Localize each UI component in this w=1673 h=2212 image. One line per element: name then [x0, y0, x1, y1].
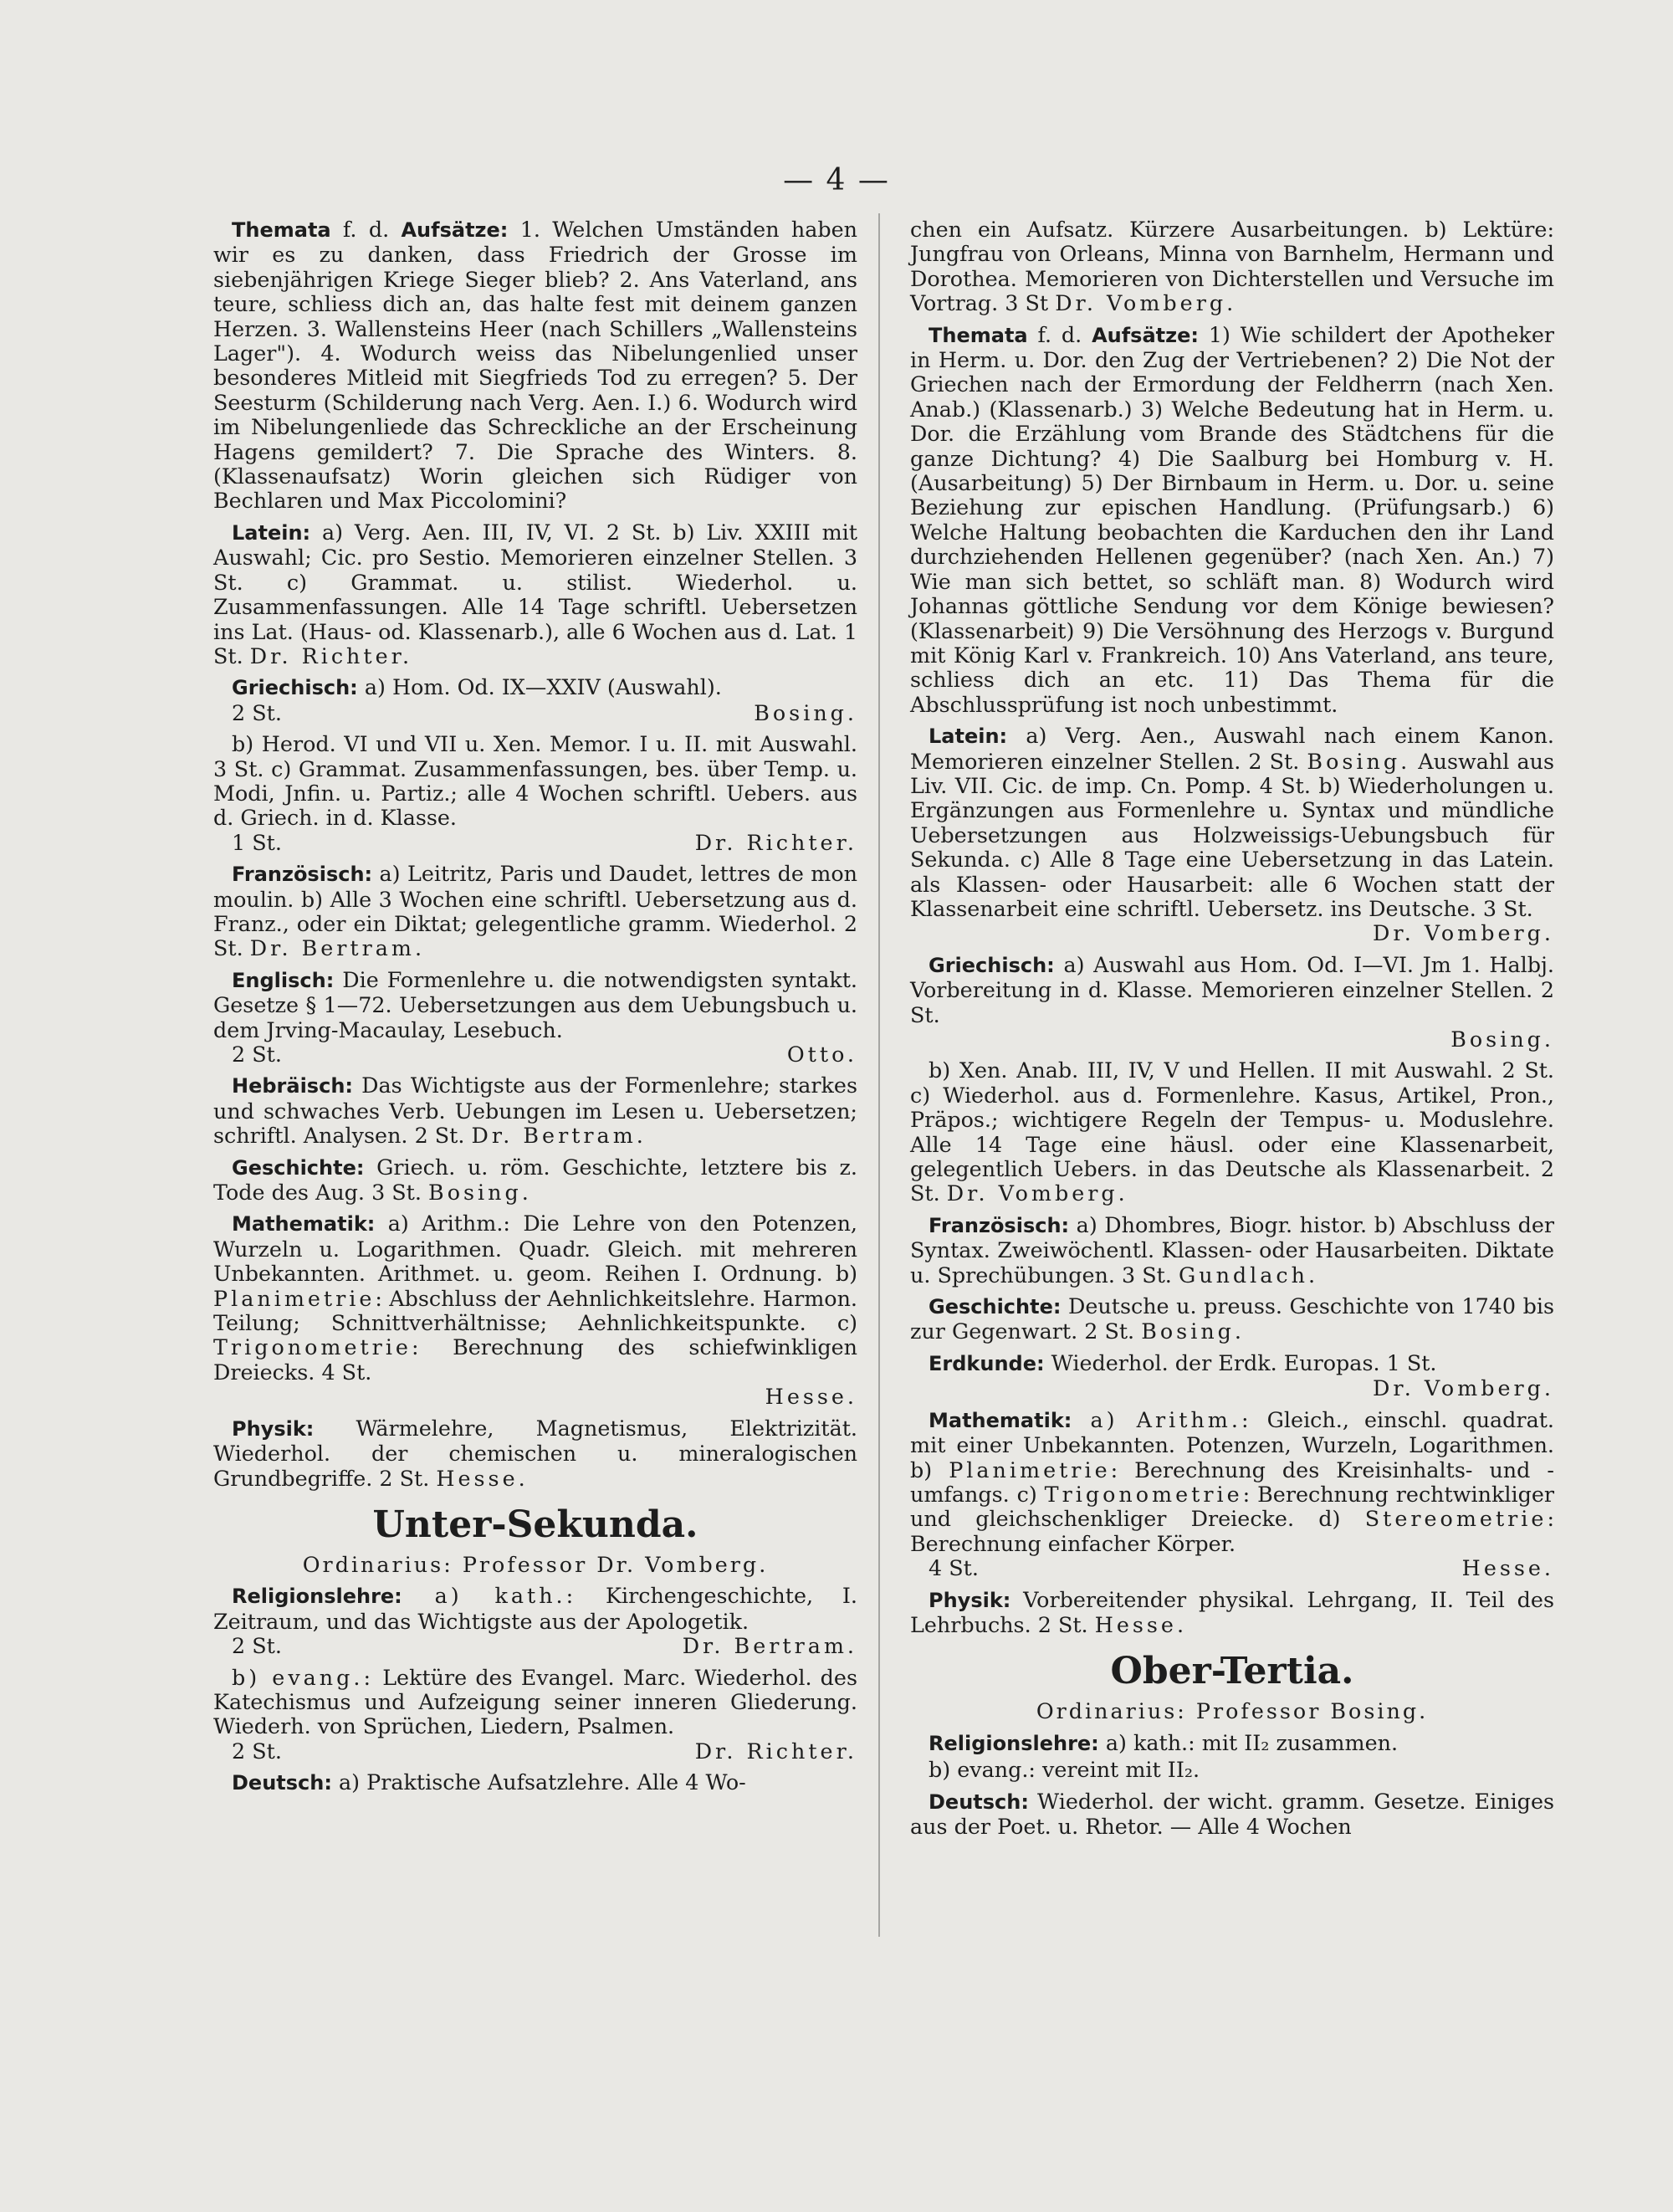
griechisch-text-a: a) Hom. Od. IX—XXIV (Auswahl). — [357, 674, 722, 700]
deutsch-text: a) Praktische Aufsatzlehre. Alle 4 Wo- — [331, 1769, 746, 1795]
subject-label: Mathematik: — [232, 1212, 376, 1237]
mathematik-text-3: : Berechnung rechtwinkliger und gleichschenkliger Dreiecke. d) — [910, 1481, 1554, 1532]
subject-label: Französisch: — [232, 863, 373, 887]
subject-label: Religionslehre: — [232, 1585, 402, 1609]
physik-paragraph — [213, 1416, 857, 1491]
englisch-text: Die Formenlehre u. die notwendigsten syntakt. Gesetze § 1—72. Uebersetzungen aus dem Uebungsbuch u. dem Jrving-Macaulay, Lesebuch. — [213, 966, 857, 1042]
subject-label: Deutsch: — [929, 1790, 1029, 1814]
religion-paragraph — [910, 1731, 1554, 1756]
page-number: — 4 — — [783, 163, 890, 197]
teacher-name: Gundlach. — [1178, 1262, 1319, 1288]
mathematik-text-2: : Abschluss der Aehnlichkeitslehre. Harmon. Teilung; Schnittverhältnisse; Aehnlichkeitspunkte. c) — [213, 1285, 857, 1336]
griechisch-signature-a — [213, 701, 857, 725]
continuation-text: chen ein Aufsatz. Kürzere Ausarbeitungen. b) Lektüre: Jungfrau von Orleans, Minna von Barnhelm, Hermann und Dorothea. Memorieren von Dichterstellen und Versuche im Vortrag. 3 St — [910, 217, 1554, 316]
subject-label: Mathematik: — [929, 1408, 1072, 1432]
teacher-name: Dr. Bertram. — [682, 1633, 857, 1659]
hebraeisch-text: Das Wichtigste aus der Formenlehre; starkes und schwaches Verb. Uebungen im Lesen u. Uebersetzen; schriftl. Analysen. 2 St. — [213, 1073, 857, 1149]
latein-signature — [910, 921, 1554, 945]
religion-text-b: Lektüre des Evangel. Marc. Wiederhol. des Katechismus und Aufzeigung seiner inneren Gliederung. Wiederh. von Sprüchen, Liedern, Psalmen. — [213, 1664, 857, 1739]
franzoesisch-paragraph — [910, 1213, 1554, 1288]
subject-label: Geschichte: — [232, 1155, 365, 1180]
religion-signature-b — [213, 1739, 857, 1764]
physik-paragraph — [910, 1588, 1554, 1638]
subject-label: Hebräisch: — [232, 1074, 353, 1098]
teacher-name: Hesse. — [765, 1384, 857, 1410]
deutsch-paragraph — [910, 1790, 1554, 1840]
latein-paragraph — [213, 520, 857, 668]
subject-label: Themata — [232, 218, 331, 242]
column-divider — [878, 213, 880, 1937]
erdkunde-signature — [910, 1376, 1554, 1400]
left-column — [213, 218, 857, 1803]
themata-text: 1. Welchen Umständen haben wir es zu danken, dass Friedrich der Grosse im siebenjährigen Kriege Sieger blieb? 2. Ans Vaterland, ans teure, schliess dich an, das halte fest mit deinem ganzen Herzen. 3. Wallensteins Heer (nach Schillers „Wallensteins Lager"). 4. Wodurch weiss das Nibelungenlied unser besonderes Mitleid mit Siegfrieds Tod zu erregen? 5. Der Seesturm (Schilderung nach Verg. Aen. I.) 6. Wodurch wird im Nibelungenliede das Schreckliche an der Erscheinung Hagens gemildert? 7. Die Sprache des Winters. 8. (Klassenaufsatz) Worin gleichen sich Rüdiger von Bechlaren und Max Piccolomini? — [213, 217, 857, 514]
hours: 2 St. — [232, 1042, 282, 1067]
erdkunde-text: Wiederhol. der Erdk. Europas. 1 St. — [1044, 1349, 1437, 1375]
griechisch-text: a) Auswahl aus Hom. Od. I—VI. Jm 1. Halbj. Vorbereitung in d. Klasse. Memorieren einzelner Stellen. 2 St. — [910, 951, 1554, 1027]
trigonometrie-label: Trigonometrie — [1044, 1481, 1243, 1507]
teacher-name: Hesse. — [1461, 1555, 1554, 1581]
hours: 1 St. — [232, 829, 282, 855]
religion-paragraph — [213, 1584, 857, 1634]
teacher-name: Dr. Richter. — [694, 1738, 857, 1764]
themata-paragraph — [213, 218, 857, 514]
subject-label: Erdkunde: — [929, 1351, 1045, 1375]
hours: 4 St. — [929, 1555, 979, 1581]
subject-label: Aufsätze: — [401, 218, 509, 242]
franzoesisch-text: a) Leitritz, Paris und Daudet, lettres de mon moulin. b) Alle 3 Wochen eine schriftl. Uebersetzung aus d. Franz., oder ein Diktat; gelegentliche gramm. Wiederhol. 2 St. — [213, 861, 857, 961]
mathematik-text-3: : Berechnung des schiefwinkligen Dreiecks. 4 St. — [213, 1334, 857, 1385]
teacher-name: Bosing. — [428, 1180, 532, 1206]
subject-label: Religionslehre: — [929, 1731, 1099, 1755]
latein-paragraph — [910, 724, 1554, 921]
englisch-signature — [213, 1042, 857, 1067]
themata-mid: f. d. — [1027, 321, 1092, 347]
subject-label: Physik: — [232, 1416, 315, 1441]
subject-label: Latein: — [232, 520, 311, 545]
teacher-name: Bosing. — [1141, 1318, 1245, 1344]
hours: 2 St. — [232, 1738, 282, 1764]
subject-label: Themata — [929, 323, 1028, 347]
latein-text-b: Auswahl aus Liv. VII. Cic. de imp. Cn. Pomp. 4 St. b) Wiederholungen u. Ergänzungen aus Formenlehre u. Syntax und mündliche Uebersetzungen aus Holzweissigs-Uebungsbuch für Sekunda. c) Alle 8 Tage eine Uebersetzung in das Latein. als Klassen- oder Hausarbeit: alle 6 Wochen statt der Klassenarbeit eine schriftl. Uebersetz. ins Deutsche. 3 St. — [910, 748, 1555, 921]
geschichte-text: Deutsche u. preuss. Geschichte von 1740 bis zur Gegenwart. 2 St. — [910, 1293, 1554, 1344]
hours: 2 St. — [232, 1633, 282, 1659]
griechisch-text-b: b) Xen. Anab. III, IV, V und Hellen. II mit Auswahl. 2 St. c) Wiederhol. aus d. Formenlehre. Kasus, Artikel, Pron., Präpos.; wichtigere Regeln der Tempus- u. Moduslehre. Alle 14 Tage eine häusl. oder eine Klassenarbeit, gelegentlich Uebers. in das Deutsche als Klassenarbeit. 2 St. — [910, 1057, 1554, 1206]
griechisch-paragraph — [910, 953, 1554, 1027]
teacher-name: Dr. Vomberg. — [946, 1180, 1128, 1206]
religion-text-a: Kirchengeschichte, I. Zeitraum, und das Wichtigste aus der Apologetik. — [213, 1583, 857, 1634]
themata-paragraph — [910, 323, 1554, 718]
mathematik-text-1: Gleich., einschl. quadrat. mit einer Unbekannten. Potenzen, Wurzeln, Logarithmen. b) — [910, 1406, 1554, 1482]
geschichte-paragraph — [910, 1294, 1554, 1344]
religion-paragraph-b — [213, 1666, 857, 1739]
teacher-name: Dr. Bertram. — [471, 1123, 647, 1149]
teacher-name: Dr. Bertram. — [249, 935, 426, 961]
deutsch-paragraph — [213, 1770, 857, 1795]
religion-text-b: b) evang.: vereint mit II₂. — [929, 1757, 1200, 1783]
teacher-name: Dr. Vomberg. — [1055, 290, 1237, 316]
section-title: Unter-Sekunda. — [372, 1503, 698, 1546]
kath-label: a) kath.: — [402, 1583, 577, 1609]
mathematik-signature — [910, 1556, 1554, 1580]
griechisch-signature-b — [213, 831, 857, 855]
teacher-name: Bosing. — [1307, 748, 1411, 774]
teacher-name: Bosing. — [754, 699, 857, 725]
hebraeisch-paragraph — [213, 1073, 857, 1148]
themata-mid: f. d. — [330, 217, 402, 242]
subject-label: Englisch: — [232, 968, 335, 992]
teacher-name: Dr. Richter. — [694, 829, 857, 855]
subject-label: Aufsätze: — [1092, 323, 1199, 347]
trigonometrie-label: Trigonometrie — [213, 1334, 412, 1360]
mathematik-text-4: : Berechnung einfacher Körper. — [910, 1506, 1554, 1556]
planimetrie-label: Planimetrie — [949, 1457, 1111, 1482]
subject-label: Latein: — [929, 725, 1008, 749]
franzoesisch-paragraph — [213, 862, 857, 961]
franzoesisch-text: a) Dhombres, Biogr. histor. b) Abschluss der Syntax. Zweiwöchentl. Klassen- oder Hausarbeiten. Diktate u. Sprechübungen. 3 St. — [910, 1211, 1554, 1288]
religion-paragraph-b — [910, 1758, 1554, 1782]
erdkunde-paragraph — [910, 1351, 1554, 1376]
themata-text: 1) Wie schildert der Apotheker in Herm. u. Dor. den Zug der Vertriebenen? 2) Die Not der Griechen nach der Ermordung der Feldherrn (nach Xen. Anab.) (Klassenarb.) 3) Welche Bedeutung hat in Herm. u. Dor. die Erzählung vom Brande des Städtchens für die ganze Dichtung? 4) Die Saalburg bei Homburg v. H. (Ausarbeitung) 5) Der Birnbaum in Herm. u. Dor. u. seine Beziehung zur epischen Handlung. (Prüfungsarb.) 6) Welche Haltung beobachten die Karduchen den ihr Land durchziehenden Hellenen gegenüber? (nach Xen. An.) 7) Wie man sich bettet, so schläft man. 8) Wodurch wird Johannas göttliche Sendung vor dem Könige bewiesen? (Klassenarbeit) 9) Die Versöhnung des Herzogs v. Burgund mit König Karl v. Frankreich. 10) Ans Vaterland, ans teure, schliess dich an etc. 11) Das Thema für die Abschlussprüfung ist noch unbestimmt. — [910, 321, 1554, 717]
subject-label: Physik: — [929, 1588, 1011, 1612]
evang-label: b) evang.: — [232, 1664, 375, 1690]
mathematik-signature — [213, 1385, 857, 1409]
geschichte-text: Griech. u. röm. Geschichte, letztere bis z. Tode des Aug. 3 St. — [213, 1154, 857, 1206]
teacher-name: Dr. Vomberg. — [1373, 1375, 1554, 1401]
right-column — [910, 218, 1554, 1846]
teacher-name: Hesse. — [436, 1465, 529, 1491]
subject-label: Geschichte: — [929, 1295, 1062, 1319]
section-title: Ober-Tertia. — [1110, 1650, 1354, 1693]
latein-text: a) Verg. Aen., Auswahl nach einem Kanon. Memorieren einzelner Stellen. 2 St. — [910, 723, 1554, 774]
teacher-name: Hesse. — [1094, 1611, 1188, 1637]
subject-label: Griechisch: — [929, 953, 1055, 977]
ordinarius-line: Ordinarius: Professor Dr. Vomberg. — [302, 1551, 769, 1577]
griechisch-text-b: b) Herod. VI und VII u. Xen. Memor. I u. II. mit Auswahl. 3 St. c) Grammat. Zusammenfassungen, bes. über Temp. u. Modi, Jnfin. u. Partiz.; alle 4 Wochen schriftl. Uebers. aus d. Griech. in d. Klasse. — [213, 731, 857, 831]
teacher-name: Otto. — [786, 1042, 857, 1067]
teacher-name: Dr. Richter. — [249, 643, 413, 668]
subject-label: Französisch: — [929, 1213, 1070, 1237]
teacher-name: Bosing. — [1450, 1027, 1554, 1052]
subject-label: Griechisch: — [232, 676, 358, 700]
stereometrie-label: Stereometrie — [1364, 1506, 1548, 1532]
englisch-paragraph — [213, 968, 857, 1042]
griechisch-paragraph-b — [910, 1058, 1554, 1206]
griechisch-paragraph — [213, 675, 857, 700]
subject-label: Deutsch: — [232, 1771, 332, 1795]
physik-text: Wärmelehre, Magnetismus, Elektrizität. Wiederhol. der chemischen u. mineralogischen Grundbegriffe. 2 St. — [213, 1415, 857, 1491]
planimetrie-label: Planimetrie — [213, 1285, 376, 1311]
griechisch-signature-a — [910, 1027, 1554, 1052]
geschichte-paragraph — [213, 1155, 857, 1206]
mathematik-paragraph — [910, 1408, 1554, 1556]
mathematik-text-2: : Berechnung des Kreisinhalts- und -umfangs. c) — [910, 1457, 1555, 1507]
hours: 2 St. — [232, 699, 282, 725]
deutsch-text: Wiederhol. der wicht. gramm. Gesetze. Einiges aus der Poet. u. Rhetor. — Alle 4 Wochen — [910, 1788, 1554, 1839]
ordinarius-line: Ordinarius: Professor Bosing. — [1036, 1698, 1429, 1724]
deutsch-continuation — [910, 218, 1554, 316]
mathematik-text-1: a) Arithm.: Die Lehre von den Potenzen, Wurzeln u. Logarithmen. Quadr. Gleich. mit mehreren Unbekannten. Arithmet. u. geom. Reihen I. Ordnung. b) — [213, 1211, 857, 1287]
religion-signature-a — [213, 1634, 857, 1658]
arithmetik-label: a) Arithm.: — [1072, 1406, 1252, 1432]
latein-text: a) Verg. Aen. III, IV, VI. 2 St. b) Liv. XXIII mit Auswahl; Cic. pro Sestio. Memorieren einzelner Stellen. 3 St. c) Grammat. u. stilist. Wiederhol. u. Zusammenfassungen. Alle 14 Tage schriftl. Uebersetzen ins Lat. (Haus- od. Klassenarb.), alle 6 Wochen aus d. Lat. 1 St. — [213, 519, 858, 668]
religion-text-a: a) kath.: mit II₂ zusammen. — [1098, 1729, 1399, 1755]
teacher-name: Dr. Vomberg. — [1373, 920, 1554, 946]
physik-text: Vorbereitender physikal. Lehrgang, II. Teil des Lehrbuchs. 2 St. — [910, 1586, 1554, 1637]
mathematik-paragraph — [213, 1211, 857, 1385]
griechisch-paragraph-b — [213, 732, 857, 831]
